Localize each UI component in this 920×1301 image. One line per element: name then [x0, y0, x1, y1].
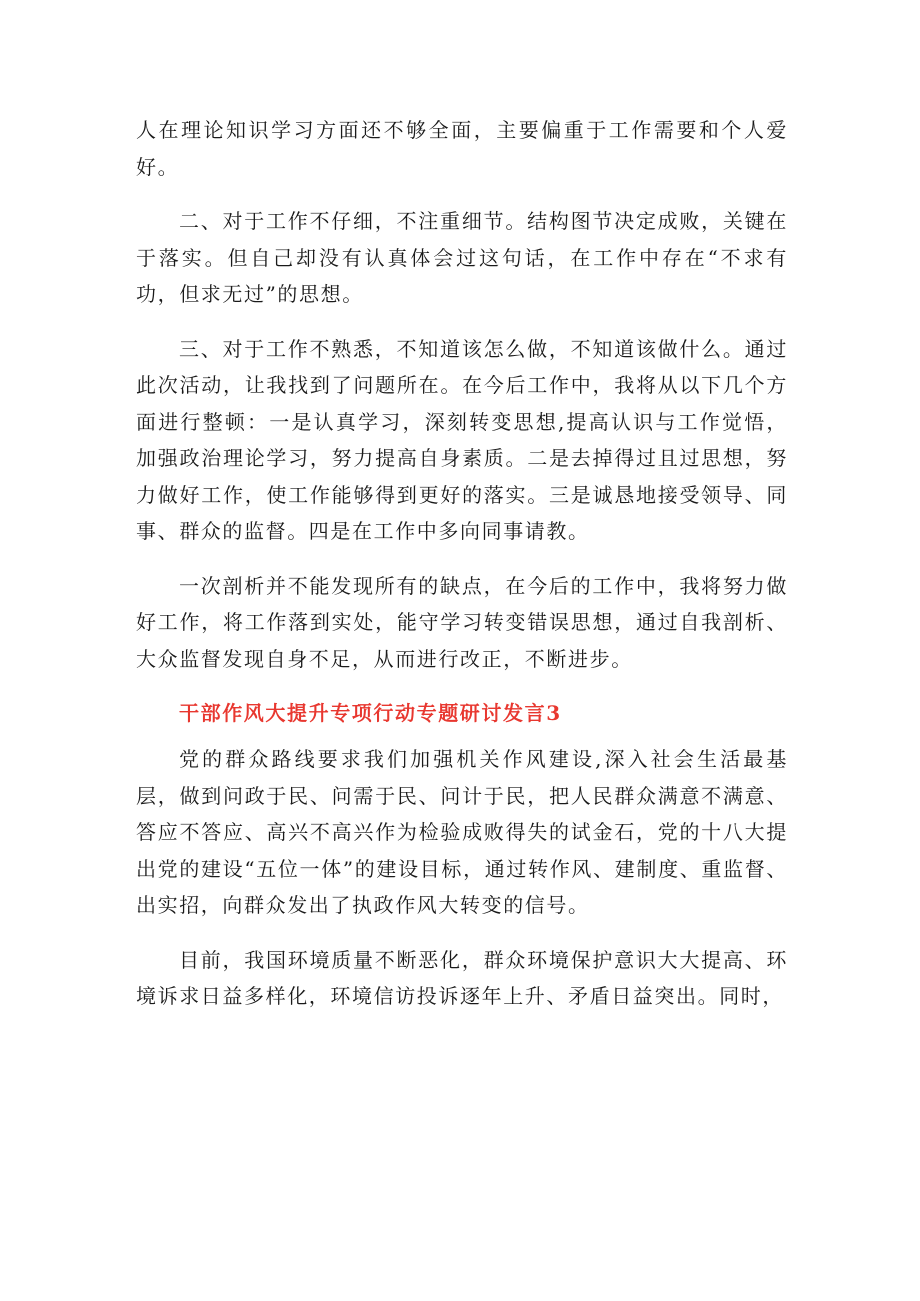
- paragraph-conclusion: 一次剖析并不能发现所有的缺点，在今后的工作中，我将努力做好工作，将工作落到实处，能守学习转变错误思想，通过自我剖析、大众监督发现自身不足，从而进行改正，不断进步。: [136, 573, 788, 671]
- paragraph-mass-line: 党的群众路线要求我们加强机关作风建设,深入社会生活最基层，做到问政于民、问需于民、问计于民，把人民群众满意不满意、答应不答应、高兴不高兴作为检验成败得失的试金石，党的十八大提出党的建设“五位一体”的建设目标，通过转作风、建制度、重监督、出实招，向群众发出了执政作风大转变的信号。: [136, 747, 788, 917]
- paragraph-point-three: 三、对于工作不熟悉，不知道该怎么做，不知道该做什么。通过此次活动，让我找到了问题所在。在今后工作中，我将从以下几个方面进行整顿：一是认真学习，深刻转变思想,提高认识与工作觉悟，加强政治理论学习，努力提高自身素质。二是去掉得过且过思想，努力做好工作，使工作能够得到更好的落实。三是诚恳地接受领导、同事、群众的监督。四是在工作中多向同事请教。: [136, 336, 788, 543]
- document-body: [136, 112, 788, 1015]
- paragraph-point-two: 二、对于工作不仔细，不注重细节。结构图节决定成败，关键在于落实。但自己却没有认真体会过这句话，在工作中存在“不求有功，但求无过”的思想。: [136, 209, 788, 306]
- paragraph-continuation: 人在理论知识学习方面还不够全面，主要偏重于工作需要和个人爱好。: [136, 118, 788, 179]
- section-heading: 干部作风大提升专项行动专题研讨发言3: [179, 701, 562, 725]
- paragraph-environment: 目前，我国环境质量不断恶化，群众环境保护意识大大提高、环境诉求日益多样化，环境信访投诉逐年上升、矛盾日益突出。同时，: [136, 947, 788, 1008]
